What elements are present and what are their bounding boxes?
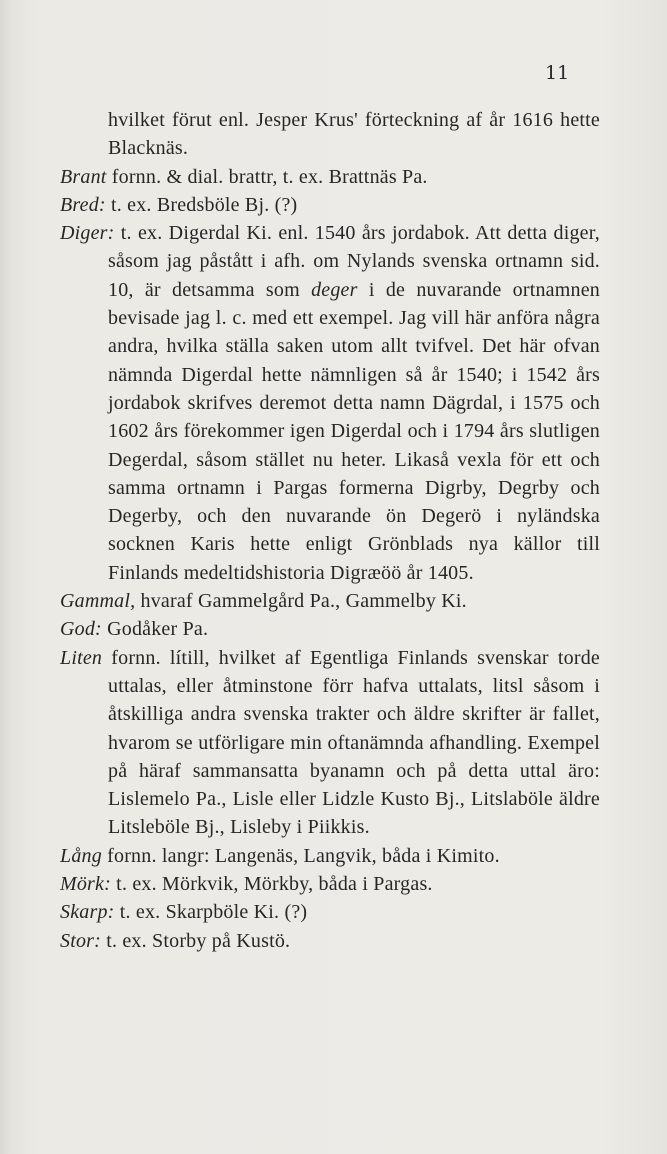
text-block — [60, 106, 600, 955]
entry-head: God: — [60, 618, 102, 641]
entry-text: hvaraf Gammelgård Pa., Gammelby Ki. — [135, 590, 467, 613]
entry-text: fornn. & dial. brattr, t. ex. Brattnäs Pa. — [106, 165, 428, 188]
entry-text: t. ex. Mörkvik, Mörkby, båda i Pargas. — [110, 873, 433, 896]
entry-mork — [60, 870, 600, 898]
entry-head: Bred: — [60, 193, 106, 216]
entry-text: i de nuvarande ortnamnen bevisade jag l. c. med ett exempel. Jag vill här anföra några andra, hvilka ställa saken utom allt tvifvel. Det här ofvan nämnda Digerdal hette nämnligen så år 1540; i 1542 års jordabok skrifves deremot detta namn Dägrdal, i 1575 och 1602 års förekommer igen Digerdal och i 1794 års slutligen Degerdal, såsom stället nu heter. Likaså vexla för ett och samma ortnamn i Pargas formerna Digrby, Degrby och Degerby, och den nuvarande ön Degerö i nyländska socknen Karis hette enligt Grönblads nya källor till Finlands medeltidshistoria Digræöö år 1405. — [108, 278, 600, 584]
entry-lang — [60, 842, 600, 870]
entry-text: Godåker Pa. — [101, 618, 209, 641]
entry-god — [60, 615, 600, 643]
entry-head: Mörk: — [60, 873, 111, 896]
entry-stor — [60, 927, 600, 955]
entry-head: Brant — [60, 165, 107, 188]
entry-head: Stor: — [60, 929, 101, 952]
page-number: 11 — [545, 62, 570, 84]
entry-gammal — [60, 587, 600, 615]
entry-head: Gammal, — [60, 590, 136, 613]
intro-paragraph: hvilket förut enl. Jesper Krus' förteckning af år 1616 hette Blacknäs. — [108, 109, 600, 160]
entry-bred — [60, 191, 600, 219]
entry-head: Skarp: — [60, 901, 115, 924]
entry-text: t. ex. Storby på Kustö. — [101, 929, 291, 952]
entry-italic-word: deger — [311, 278, 358, 301]
entry-diger — [60, 219, 600, 587]
entry-text: fornn. langr: Langenäs, Langvik, båda i Kimito. — [101, 844, 500, 867]
entry-brant — [60, 163, 600, 191]
entry-head: Lång — [60, 844, 102, 867]
entry-text: fornn. lítill, hvilket af Egentliga Finlands svenskar torde uttalas, eller åtminstone förr hafva uttalats, litsl såsom i åtskilliga andra svenska trakter och äldre skrifter är fallet, hvarom se utförligare min oftanämnda afhandling. Exempel på häraf sammansatta byanamn och på detta uttal äro: Lislemelo Pa., Lisle eller Lidzle Kusto Bj., Litslaböle äldre Litsleböle Bj., Lisleby i Piikkis. — [102, 646, 600, 839]
entry-text: t. ex. Skarpböle Ki. (?) — [114, 901, 308, 924]
entry-skarp — [60, 898, 600, 926]
entry-liten — [60, 644, 600, 842]
entry-text: t. ex. Bredsböle Bj. (?) — [105, 193, 298, 216]
entry-text: t. ex. Digerdal Ki. enl. 1540 års jordabok. Att detta diger, såsom jag påstått i afh. om Nylands svenska ortnamn sid. 10, är detsamma som — [108, 222, 600, 301]
entry-head: Diger: — [60, 222, 115, 245]
entry-head: Liten — [60, 646, 103, 669]
